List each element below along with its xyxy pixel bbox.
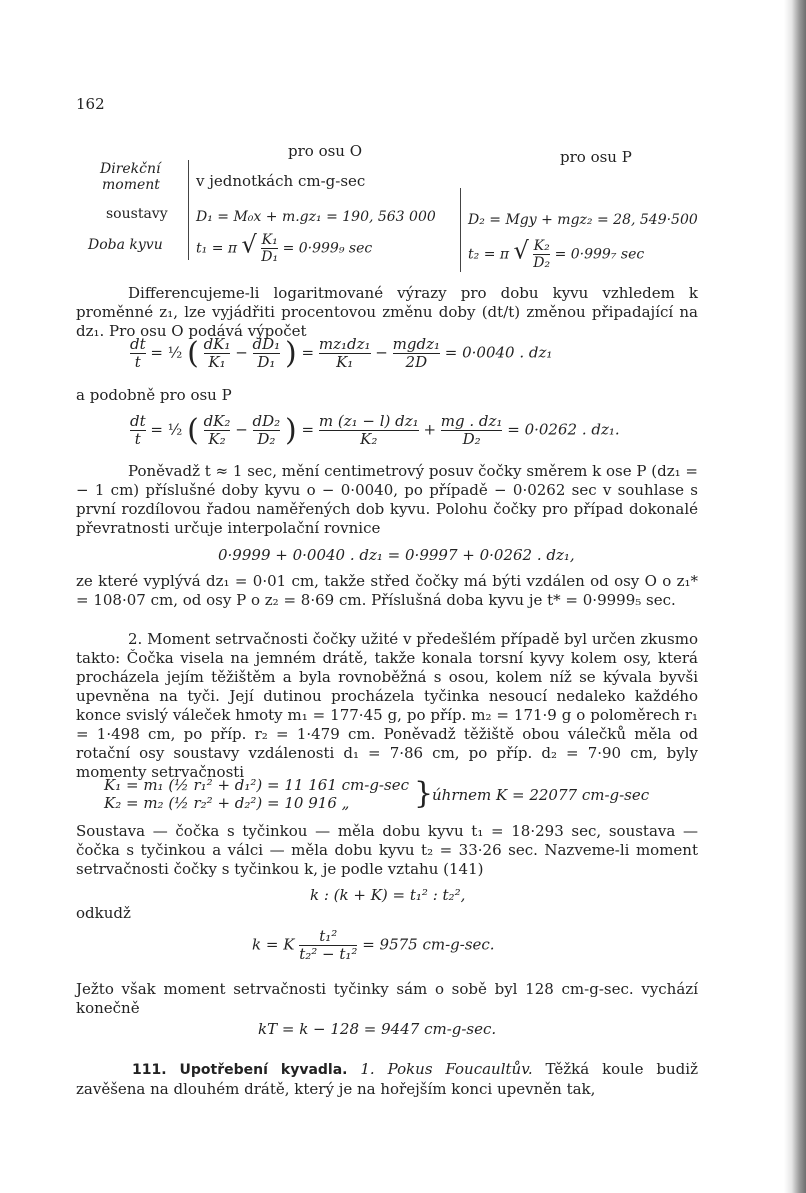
paragraph-differentiation: Differencujeme-li logaritmované výrazy pro dobu kyvu vzhledem k proměnné z₁, lze vyjádřiti procentovou změnu doby (dt/t) změnou připadající na dz₁. Pro osu O podává výpočet — [76, 284, 698, 340]
eq1-result: = 0·0040 . dz₁ — [444, 343, 553, 362]
section-heading: 111. Upotřebení kyvadla. — [132, 1062, 348, 1078]
eq2-lhs-num: dt — [130, 412, 146, 430]
table-divider-middle — [460, 188, 461, 272]
eq2-r2-num: mg . dz₁ — [440, 412, 503, 430]
t1-rhs: = 0·999₉ sec — [282, 240, 373, 257]
eq1-r1-den: K₁ — [336, 353, 354, 371]
eq2-p2-num: dD₂ — [252, 412, 281, 430]
equation-k-value — [252, 928, 495, 963]
eq2-p1-fraction — [204, 413, 231, 448]
t2-numerator: K₂ — [533, 238, 550, 254]
directive-moment-o — [196, 208, 436, 226]
t1-denominator: D₁ — [261, 249, 279, 265]
foucault-intro: 1. Pokus Foucaultův. — [360, 1060, 533, 1078]
t1-fraction — [261, 232, 278, 265]
paragraph-since: Poněvadž t ≈ 1 sec, mění centimetrový posuv čočky směrem k ose P (dz₁ = − 1 cm) příslušné doby kyvu o − 0·0040, po případě − 0·0262 sec v souhlase s první rozdílovou řadou naměřených dob kyvu. Polohu čočky pro případ dokonalé převratnosti určuje interpolační rovnice — [76, 462, 698, 537]
eq2-r1-num: m (z₁ − l) dz₁ — [318, 412, 419, 430]
eq1-half: = ½ — [150, 343, 183, 362]
paragraph-moment-of-inertia: 2. Moment setrvačnosti čočky užité v předešlém případě byl určen zkusmo takto: Čočka visela na jemném drátě, takže konala torsní kyvy kolem osy, která procházela jejím těžištěm a byla rovnoběžná s osou, kolem níž se kývala byvši upevněna na tyči. Její dutinou procházela tyčinka nesoucí nedaleko každého konce svislý váleček hmoty m₁ = 177·45 g, po příp. m₂ = 171·9 g o poloměrech r₁ = 1·498 cm, po příp. r₂ = 1·479 cm. Poněvadž těžiště obou válečků měla od rotační osy soustavy vzdálenosti d₁ = 7·86 cm, po příp. d₂ = 7·90 cm, byly momenty setrvačnosti — [76, 630, 698, 781]
curly-brace-icon: } — [414, 776, 434, 811]
eq6-rhs: = 9575 cm-g-sec. — [362, 935, 495, 954]
eq2-lhs-fraction — [130, 413, 146, 448]
eq1-p2-fraction — [253, 336, 281, 371]
equation-ratio: k : (k + K) = t₁² : t₂², — [310, 886, 466, 904]
eq2-p2-den: D₂ — [257, 430, 276, 448]
eq2-r2-fraction — [441, 413, 503, 448]
column-header-axis-p: pro osu P — [560, 148, 632, 166]
eq1-lhs-num: dt — [130, 335, 146, 353]
eq2-lhs-den: t — [134, 430, 141, 448]
eq1-r2-den: 2D — [405, 353, 428, 371]
eq1-lhs-fraction — [130, 336, 146, 371]
eq2-r1-den: K₂ — [360, 430, 378, 448]
section-111 — [76, 1060, 698, 1099]
eq2-result: = 0·0262 . dz₁. — [507, 420, 620, 439]
column-header-axis-o: pro osu O — [288, 142, 363, 160]
equation-total: úhrnem K = 22077 cm-g-sec — [432, 786, 650, 804]
eq6-num: t₁² — [299, 928, 357, 946]
equation-final: kT = k − 128 = 9447 cm-g-sec. — [258, 1020, 497, 1038]
paragraph-rod-moment: Ježto však moment setrvačnosti tyčinky sám o sobě byl 128 cm-g-sec. vychází konečně — [76, 980, 698, 1017]
eq6-den: t₂² − t₁² — [299, 945, 358, 963]
eq2-p2-fraction — [253, 413, 281, 448]
page-number: 162 — [76, 95, 105, 113]
directive-moment-p — [468, 211, 698, 229]
eq2-half: = ½ — [150, 420, 183, 439]
row-label-directive-2: moment — [102, 177, 160, 193]
eq1-p2-den: D₁ — [257, 353, 276, 371]
eq1-p2-num: dD₁ — [252, 335, 281, 353]
equation-k1: K₁ = m₁ (½ r₁² + d₁²) = 11 161 cm-g-sec — [104, 776, 409, 794]
equation-axis-o: $\frac{dt}{t}$ = ½ ( $\frac{\text{dK₁}}{\text{K₁}}$ − $\frac{\text{dD₁}}{\text{D₁}}$ ) = $\frac{\text{mz₁dz₁}}{\text{K₁}}$ − mgdz₁ 2D = 0·0040 . dz₁ — [130, 335, 553, 371]
table-divider-left — [188, 160, 189, 260]
period-o-formula — [196, 232, 372, 265]
eq6-fraction — [299, 928, 357, 963]
foucault-text: Těžká koule budiž zavěšena na dlouhém drátě, který je na hořejším konci upevněn tak, — [76, 1060, 698, 1098]
eq1-r2-fraction — [393, 336, 440, 371]
eq2-r2-den: D₂ — [462, 430, 481, 448]
sqrt-icon: √ — [513, 236, 529, 265]
equation-axis-p: $\frac{dt}{t}$ = ½ ( $\frac{\text{dK₂}}{\text{K₂}}$ − $\frac{\text{dD₂}}{\text{D₂}}$ ) = $\frac{\text{m (z₁ − l) dz₁}}{\text{K₂}}$ + $\frac{\text{mg . dz₁}}{\text{D₂}}$ = 0·0262 . dz₁. — [130, 412, 620, 448]
paragraph-system: Soustava — čočka s tyčinkou — měla dobu kyvu t₁ = 18·293 sec, soustava — čočka s tyčinkou a válci — měla dobu kyvu t₂ = 33·26 sec. Nazveme-li moment setrvačnosti čočky s tyčinkou k, je podle vztahu (141) — [76, 822, 698, 878]
sqrt-icon: √ — [241, 230, 257, 259]
eq1-lhs-den: t — [134, 353, 141, 371]
eq2-p1-den: K₂ — [208, 430, 226, 448]
d2-formula: D₂ = Mgy + mgz₂ = 28, 549·500 — [468, 212, 698, 228]
eq6-lhs: k = K — [252, 935, 295, 954]
page-edge-shadow — [784, 0, 806, 1193]
equation-k2: K₂ = m₂ (½ r₂² + d₂²) = 10 916 „ — [104, 794, 350, 812]
eq1-p1-fraction — [204, 336, 231, 371]
eq1-p1-num: dK₁ — [203, 335, 231, 353]
eq2-p1-num: dK₂ — [203, 412, 231, 430]
eq1-r1-fraction — [319, 336, 371, 371]
paragraph-similarly: a podobně pro osu P — [76, 386, 232, 404]
paragraph-whence: odkudž — [76, 904, 131, 922]
t1-lhs: t₁ = π — [196, 240, 238, 257]
eq2-r1-fraction — [319, 413, 419, 448]
t1-numerator: K₁ — [261, 232, 278, 248]
row-label-system: soustavy — [106, 206, 168, 222]
t2-lhs: t₂ = π — [468, 246, 510, 263]
equation-interpolation: 0·9999 + 0·0040 . dz₁ = 0·9997 + 0·0262 . dz₁, — [218, 546, 575, 564]
t2-denominator: D₂ — [533, 255, 551, 271]
eq1-r2-num: mgdz₁ — [392, 335, 440, 353]
period-p-formula — [468, 238, 644, 271]
row-label-period: Doba kyvu — [88, 237, 163, 253]
units-note: v jednotkách cm-g-sec — [196, 172, 366, 190]
d1-formula: D₁ = M₀x + m.gz₁ = 190, 563 000 — [196, 209, 436, 225]
t2-rhs: = 0·999₇ sec — [554, 246, 645, 263]
eq1-r1-num: mz₁dz₁ — [318, 335, 371, 353]
eq1-p1-den: K₁ — [208, 353, 226, 371]
t2-fraction — [533, 238, 550, 271]
paragraph-from-which: ze které vyplývá dz₁ = 0·01 cm, takže střed čočky má býti vzdálen od osy O o z₁* = 108·07 cm, od osy P o z₂ = 8·69 cm. Příslušná doba kyvu je t* = 0·9999₅ sec. — [76, 572, 698, 609]
row-label-directive-1: Direkční — [100, 161, 161, 177]
